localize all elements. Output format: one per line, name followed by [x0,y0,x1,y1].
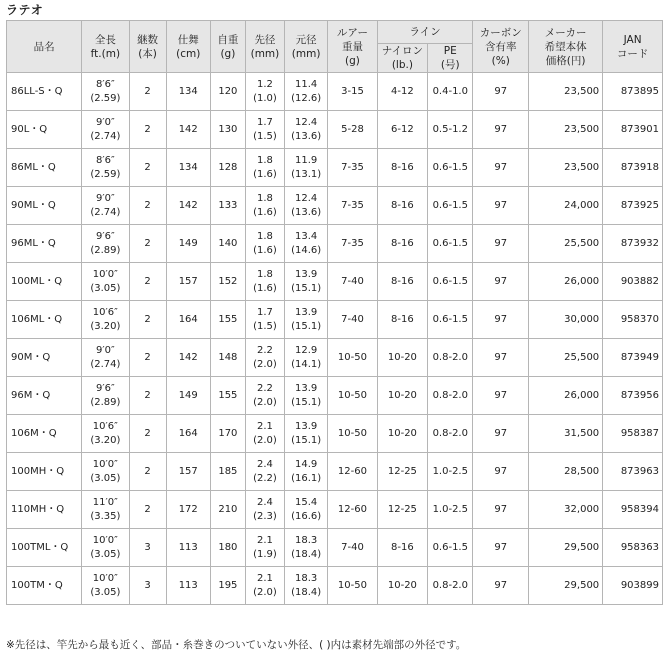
cell-pieces: 2 [129,187,166,225]
cell-weight: 170 [210,415,245,453]
cell-lure-weight: 3-15 [328,73,377,111]
cell-length: 8′6″ (2.59) [82,149,129,187]
cell-weight: 185 [210,453,245,491]
cell-length: 9′0″ (2.74) [82,339,129,377]
cell-butt-diameter: 11.4 (12.6) [285,73,328,111]
cell-carbon: 97 [473,111,529,149]
cell-closed-length: 142 [166,187,210,225]
cell-weight: 130 [210,111,245,149]
table-row [7,301,663,339]
cell-price: 29,500 [529,567,603,605]
header-weight: 自重 (g) [210,21,245,73]
cell-price: 26,000 [529,377,603,415]
cell-name: 86ML・Q [7,149,82,187]
cell-carbon: 97 [473,149,529,187]
cell-butt-diameter: 12.4 (13.6) [285,187,328,225]
header-pe: PE (号) [428,44,473,73]
cell-pieces: 2 [129,415,166,453]
cell-nylon: 12-25 [377,491,427,529]
cell-closed-length: 113 [166,529,210,567]
cell-name: 96ML・Q [7,225,82,263]
cell-pe: 0.8-2.0 [428,377,473,415]
cell-length: 8′6″ (2.59) [82,73,129,111]
header-carbon: カーボン 含有率 (%) [473,21,529,73]
cell-name: 110MH・Q [7,491,82,529]
cell-tip-diameter: 1.7 (1.5) [245,111,284,149]
cell-price: 24,000 [529,187,603,225]
cell-pe: 0.4-1.0 [428,73,473,111]
cell-nylon: 10-20 [377,377,427,415]
cell-carbon: 97 [473,567,529,605]
cell-price: 23,500 [529,73,603,111]
cell-butt-diameter: 18.3 (18.4) [285,567,328,605]
cell-lure-weight: 7-40 [328,529,377,567]
table-row [7,453,663,491]
cell-pe: 0.6-1.5 [428,225,473,263]
cell-carbon: 97 [473,225,529,263]
cell-tip-diameter: 2.1 (1.9) [245,529,284,567]
cell-tip-diameter: 1.8 (1.6) [245,187,284,225]
cell-butt-diameter: 13.4 (14.6) [285,225,328,263]
cell-nylon: 4-12 [377,73,427,111]
cell-pieces: 3 [129,567,166,605]
cell-closed-length: 157 [166,263,210,301]
cell-price: 32,000 [529,491,603,529]
cell-butt-diameter: 13.9 (15.1) [285,263,328,301]
cell-pieces: 2 [129,111,166,149]
spec-table-body [7,73,663,605]
cell-name: 100TM・Q [7,567,82,605]
cell-lure-weight: 7-35 [328,225,377,263]
cell-pieces: 3 [129,529,166,567]
cell-tip-diameter: 1.7 (1.5) [245,301,284,339]
cell-carbon: 97 [473,73,529,111]
cell-pieces: 2 [129,377,166,415]
cell-length: 10′0″ (3.05) [82,453,129,491]
header-closed-length: 仕舞 (cm) [166,21,210,73]
cell-nylon: 8-16 [377,263,427,301]
header-jan: JAN コード [603,21,663,73]
cell-butt-diameter: 14.9 (16.1) [285,453,328,491]
cell-pieces: 2 [129,491,166,529]
cell-nylon: 8-16 [377,149,427,187]
cell-tip-diameter: 2.1 (2.0) [245,415,284,453]
cell-jan: 903899 [603,567,663,605]
cell-pe: 0.6-1.5 [428,301,473,339]
cell-tip-diameter: 2.1 (2.0) [245,567,284,605]
cell-butt-diameter: 13.9 (15.1) [285,301,328,339]
cell-jan: 873925 [603,187,663,225]
cell-name: 90L・Q [7,111,82,149]
cell-name: 106ML・Q [7,301,82,339]
cell-price: 26,000 [529,263,603,301]
cell-jan: 903882 [603,263,663,301]
cell-weight: 148 [210,339,245,377]
cell-butt-diameter: 15.4 (16.6) [285,491,328,529]
cell-length: 10′6″ (3.20) [82,301,129,339]
product-series-title: ラテオ [6,3,44,17]
cell-pieces: 2 [129,263,166,301]
header-pieces: 継数 (本) [129,21,166,73]
cell-butt-diameter: 13.9 (15.1) [285,377,328,415]
cell-length: 9′0″ (2.74) [82,187,129,225]
header-tip-diameter: 先径 (mm) [245,21,284,73]
cell-length: 10′6″ (3.20) [82,415,129,453]
spec-table-header [7,21,663,73]
cell-weight: 140 [210,225,245,263]
cell-closed-length: 157 [166,453,210,491]
cell-jan: 873895 [603,73,663,111]
cell-tip-diameter: 1.2 (1.0) [245,73,284,111]
cell-nylon: 8-16 [377,301,427,339]
cell-pe: 0.6-1.5 [428,187,473,225]
cell-jan: 873918 [603,149,663,187]
cell-weight: 155 [210,301,245,339]
table-row [7,225,663,263]
cell-pe: 0.8-2.0 [428,339,473,377]
cell-tip-diameter: 2.4 (2.3) [245,491,284,529]
spec-table [6,20,663,605]
cell-pe: 1.0-2.5 [428,491,473,529]
cell-length: 10′0″ (3.05) [82,529,129,567]
cell-length: 11′0″ (3.35) [82,491,129,529]
cell-lure-weight: 12-60 [328,491,377,529]
cell-weight: 120 [210,73,245,111]
cell-pe: 0.8-2.0 [428,567,473,605]
cell-closed-length: 134 [166,149,210,187]
cell-pieces: 2 [129,301,166,339]
cell-pieces: 2 [129,225,166,263]
table-row [7,567,663,605]
cell-pieces: 2 [129,339,166,377]
cell-jan: 958387 [603,415,663,453]
cell-butt-diameter: 13.9 (15.1) [285,415,328,453]
cell-closed-length: 172 [166,491,210,529]
cell-carbon: 97 [473,263,529,301]
cell-closed-length: 134 [166,73,210,111]
cell-pe: 0.6-1.5 [428,529,473,567]
cell-jan: 873963 [603,453,663,491]
cell-jan: 873956 [603,377,663,415]
table-row [7,415,663,453]
cell-price: 23,500 [529,111,603,149]
cell-carbon: 97 [473,339,529,377]
cell-pe: 0.6-1.5 [428,263,473,301]
cell-price: 25,500 [529,339,603,377]
cell-weight: 155 [210,377,245,415]
cell-length: 10′0″ (3.05) [82,567,129,605]
cell-name: 86LL-S・Q [7,73,82,111]
cell-pe: 0.5-1.2 [428,111,473,149]
cell-price: 23,500 [529,149,603,187]
cell-pe: 0.8-2.0 [428,415,473,453]
cell-pe: 1.0-2.5 [428,453,473,491]
cell-tip-diameter: 2.2 (2.0) [245,377,284,415]
table-row [7,491,663,529]
cell-lure-weight: 7-35 [328,187,377,225]
header-butt-diameter: 元径 (mm) [285,21,328,73]
cell-carbon: 97 [473,529,529,567]
cell-weight: 180 [210,529,245,567]
cell-tip-diameter: 1.8 (1.6) [245,225,284,263]
cell-tip-diameter: 2.4 (2.2) [245,453,284,491]
cell-closed-length: 149 [166,377,210,415]
cell-closed-length: 142 [166,111,210,149]
table-row [7,529,663,567]
cell-lure-weight: 7-40 [328,263,377,301]
header-name: 品名 [7,21,82,73]
cell-lure-weight: 10-50 [328,415,377,453]
cell-weight: 152 [210,263,245,301]
cell-name: 90M・Q [7,339,82,377]
cell-tip-diameter: 2.2 (2.0) [245,339,284,377]
cell-closed-length: 164 [166,415,210,453]
cell-closed-length: 149 [166,225,210,263]
cell-nylon: 10-20 [377,415,427,453]
header-nylon: ナイロン (lb.) [377,44,427,73]
cell-lure-weight: 10-50 [328,339,377,377]
cell-lure-weight: 7-35 [328,149,377,187]
cell-name: 100ML・Q [7,263,82,301]
cell-nylon: 10-20 [377,567,427,605]
cell-pieces: 2 [129,453,166,491]
cell-nylon: 8-16 [377,529,427,567]
cell-lure-weight: 10-50 [328,567,377,605]
footnote: ※先径は、竿先から最も近く、部品・糸巻きのついていない外径、( )内は素材先端部の外径です。 [6,639,467,651]
cell-price: 25,500 [529,225,603,263]
cell-closed-length: 113 [166,567,210,605]
cell-butt-diameter: 18.3 (18.4) [285,529,328,567]
cell-price: 28,500 [529,453,603,491]
header-length: 全長 ft.(m) [82,21,129,73]
cell-tip-diameter: 1.8 (1.6) [245,263,284,301]
header-lure-weight: ルアー 重量 (g) [328,21,377,73]
cell-carbon: 97 [473,377,529,415]
cell-nylon: 8-16 [377,187,427,225]
cell-nylon: 10-20 [377,339,427,377]
table-row [7,111,663,149]
cell-carbon: 97 [473,187,529,225]
cell-lure-weight: 12-60 [328,453,377,491]
cell-pieces: 2 [129,73,166,111]
cell-weight: 210 [210,491,245,529]
table-row [7,377,663,415]
header-line: ライン [377,21,473,44]
cell-nylon: 12-25 [377,453,427,491]
cell-butt-diameter: 12.4 (13.6) [285,111,328,149]
cell-pe: 0.6-1.5 [428,149,473,187]
cell-weight: 195 [210,567,245,605]
cell-price: 31,500 [529,415,603,453]
cell-nylon: 8-16 [377,225,427,263]
cell-carbon: 97 [473,301,529,339]
cell-tip-diameter: 1.8 (1.6) [245,149,284,187]
cell-length: 9′6″ (2.89) [82,377,129,415]
table-row [7,263,663,301]
cell-name: 90ML・Q [7,187,82,225]
cell-price: 29,500 [529,529,603,567]
cell-carbon: 97 [473,491,529,529]
cell-jan: 873932 [603,225,663,263]
cell-length: 9′0″ (2.74) [82,111,129,149]
cell-name: 100MH・Q [7,453,82,491]
table-row [7,149,663,187]
cell-jan: 873901 [603,111,663,149]
cell-name: 100TML・Q [7,529,82,567]
cell-jan: 958370 [603,301,663,339]
cell-jan: 873949 [603,339,663,377]
cell-name: 106M・Q [7,415,82,453]
cell-jan: 958363 [603,529,663,567]
cell-lure-weight: 5-28 [328,111,377,149]
cell-closed-length: 142 [166,339,210,377]
cell-pieces: 2 [129,149,166,187]
cell-butt-diameter: 12.9 (14.1) [285,339,328,377]
cell-carbon: 97 [473,415,529,453]
cell-length: 10′0″ (3.05) [82,263,129,301]
cell-price: 30,000 [529,301,603,339]
cell-jan: 958394 [603,491,663,529]
cell-weight: 133 [210,187,245,225]
cell-closed-length: 164 [166,301,210,339]
cell-nylon: 6-12 [377,111,427,149]
cell-name: 96M・Q [7,377,82,415]
cell-lure-weight: 7-40 [328,301,377,339]
table-row [7,187,663,225]
cell-butt-diameter: 11.9 (13.1) [285,149,328,187]
table-row [7,73,663,111]
cell-length: 9′6″ (2.89) [82,225,129,263]
header-price: メーカー 希望本体 価格(円) [529,21,603,73]
cell-lure-weight: 10-50 [328,377,377,415]
table-row [7,339,663,377]
cell-carbon: 97 [473,453,529,491]
cell-weight: 128 [210,149,245,187]
